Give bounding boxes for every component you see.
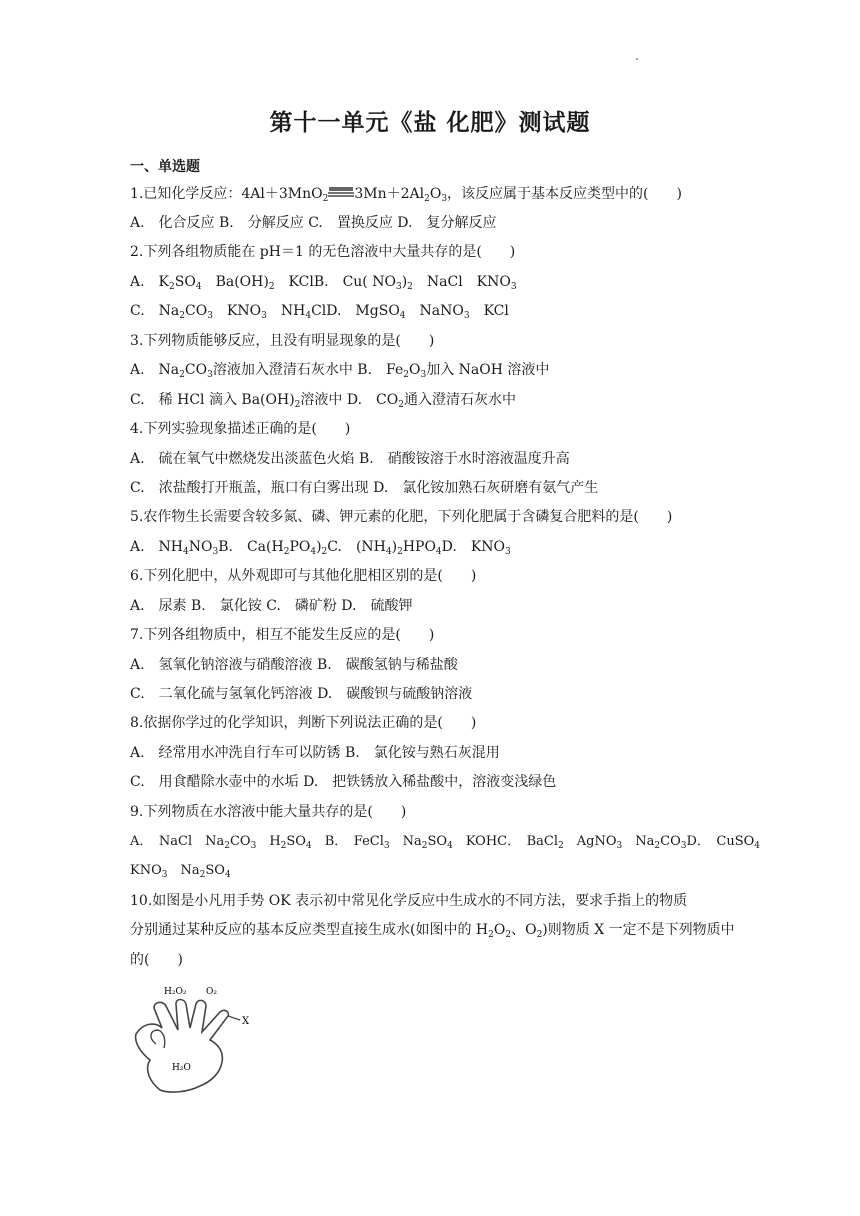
- label-o2: O₂: [206, 987, 217, 997]
- question-1-stem: 1.已知化学反应：4Al＋3MnO$_2$ $3Mn+2Al_2O_3$，该反应属于基本反应类型中的( ): [130, 186, 682, 204]
- question-8-stem: 8.依据你学过的化学知识，判断下列说法正确的是( ): [130, 715, 477, 731]
- page-title: 第十一单元《盐 化肥》测试题: [269, 110, 591, 136]
- label-x: X: [242, 1016, 250, 1027]
- hand-outline: [136, 1000, 229, 1093]
- question-3-options-ab: A. $Na_2CO_3$溶液加入澄清石灰水中 B. $Fe_2O_3$加入 NaOH 溶液中: [130, 362, 550, 380]
- question-7-options-cd: C. 二氧化硫与氢氧化钙溶液 D. 碳酸钡与硫酸钠溶液: [130, 686, 473, 702]
- question-4-options-ab: A. 硫在氧气中燃烧发出淡蓝色火焰 B. 硝酸铵溶于水时溶液温度升高: [130, 451, 570, 467]
- question-6-options: A. 尿素 B. 氯化铵 C. 磷矿粉 D. 硫酸钾: [130, 598, 413, 614]
- question-8-options-ab: A. 经常用水冲洗自行车可以防锈 B. 氯化铵与熟石灰混用: [130, 745, 500, 761]
- question-7-options-ab: A. 氢氧化钠溶液与硝酸溶液 B. 碳酸氢钠与稀盐酸: [130, 657, 458, 673]
- ok-hand-figure: [130, 978, 270, 1094]
- question-9-options: A． NaCl $Na_2CO_3$ $H_2SO_4$ B． FeCl$_3$ $Na_2SO_4$ KOHC． BaCl$_2$ AgNO$_3$ $Na_2CO_3D$． CuSO$_4$: [130, 834, 761, 851]
- question-7-stem: 7.下列各组物质中，相互不能发生反应的是( ): [130, 627, 435, 643]
- question-4-options-cd: C. 浓盐酸打开瓶盖，瓶口有白雾出现 D. 氯化铵加熟石灰研磨有氨气产生: [130, 480, 599, 496]
- label-h2o2: H₂O₂: [164, 987, 187, 997]
- question-9-options-cont: $KNO_3$ $Na_2SO_4$: [130, 863, 231, 880]
- question-3-stem: 3.下列物质能够反应，且没有明显现象的是( ): [130, 333, 435, 349]
- question-6-stem: 6.下列化肥中，从外观即可与其他化肥相区别的是( ): [130, 568, 477, 584]
- question-10-stem-line3: 的( ): [130, 952, 183, 968]
- question-5-options: A. $NH_4NO_3B$. $Ca(H_2PO_4)_2C$. $(NH_4)_2HPO_4D$. $KNO_3$: [130, 539, 511, 557]
- section-heading: 一、单选题: [130, 159, 200, 175]
- label-h2o: H₂O: [172, 1063, 191, 1073]
- question-10-stem-line1: 10.如图是小凡用手势 OK 表示初中常见化学反应中生成水的不同方法，要求手指上的物质: [130, 893, 688, 909]
- question-5-stem: 5.农作物生长需要含较多氮、磷、钾元素的化肥，下列化肥属于含磷复合肥料的是( ): [130, 509, 673, 525]
- page-dot: [636, 58, 638, 60]
- question-2-stem: 2.下列各组物质能在 pH＝1 的无色溶液中大量共存的是( ): [130, 244, 516, 260]
- question-1-options: A. 化合反应 B. 分解反应 C. 置换反应 D. 复分解反应: [130, 215, 497, 231]
- question-9-stem: 9.下列物质在水溶液中能大量共存的是( ): [130, 804, 407, 820]
- question-2-options-ab: A. $K_2SO_4$ $Ba(OH)_2$ KClB. Cu( $NO_3)_2$ NaCl $KNO_3$: [130, 274, 517, 292]
- reaction-condition-arrow: [328, 184, 354, 194]
- question-10-stem-line2: 分别通过某种反应的基本反应类型直接生成水(如图中的 $H_2O_2$、$O_2$)则物质 X 一定不是下列物质中: [130, 922, 735, 940]
- question-2-options-cd: C. $Na_2CO_3$ $KNO_3$ $NH_4ClD$. MgSO$_4$ NaNO$_3$ KCl: [130, 303, 509, 321]
- question-3-options-cd: C. 稀 HCl 滴入 $Ba(OH)_2$溶液中 D. $CO_2$通入澄清石灰水中: [130, 392, 516, 410]
- question-4-stem: 4.下列实验现象描述正确的是( ): [130, 421, 351, 437]
- hand-thumb-loop: [151, 1030, 165, 1048]
- question-8-options-cd: C. 用食醋除水壶中的水垢 D. 把铁锈放入稀盐酸中，溶液变浅绿色: [130, 774, 557, 790]
